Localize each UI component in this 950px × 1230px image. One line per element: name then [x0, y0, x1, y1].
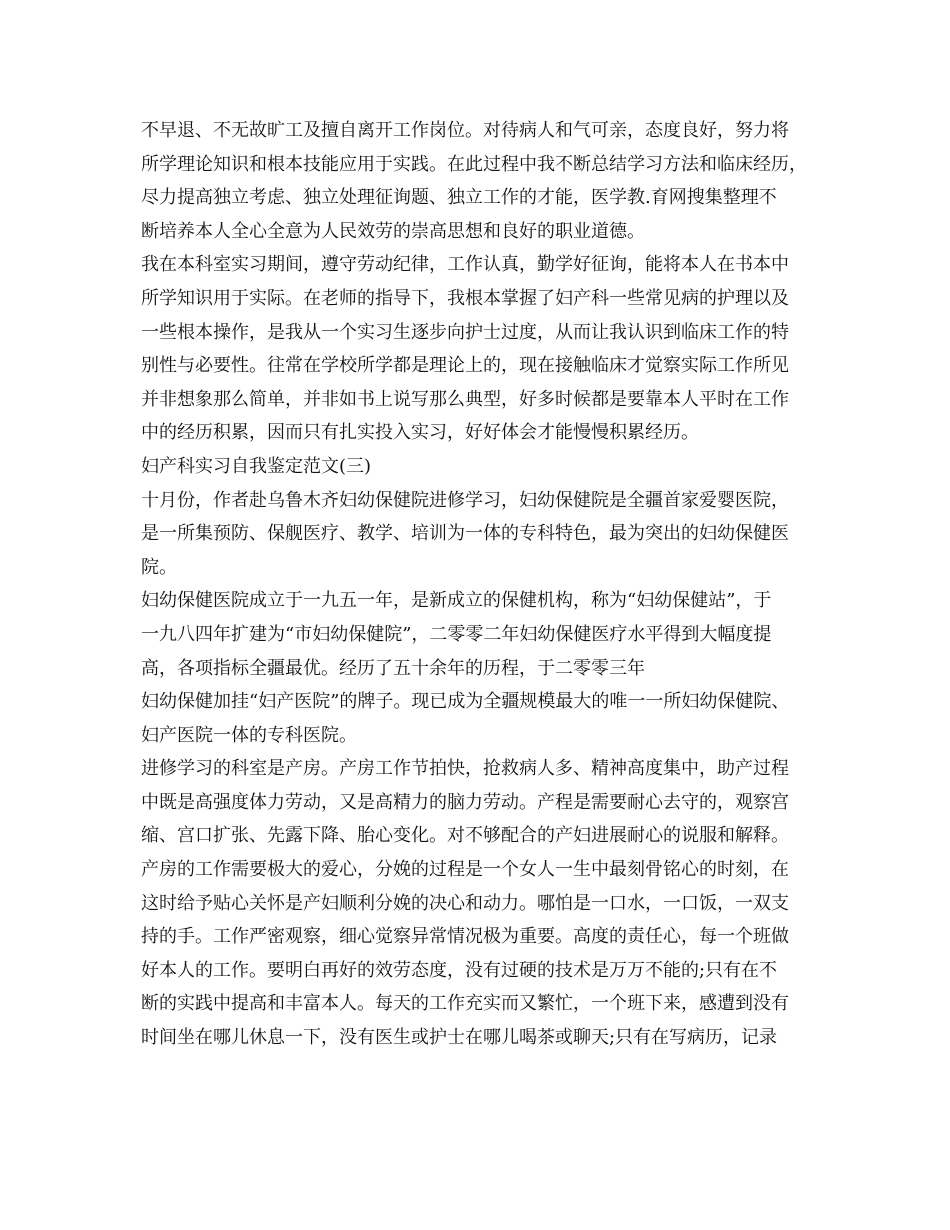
text-line: 一些根本操作，是我从一个实习生逐步向护士过度，从而让我认识到临床工作的特 [141, 321, 789, 343]
text-line: 产房的工作需要极大的爱心，分娩的过程是一个女人一生中最刻骨铭心的时刻，在 [141, 859, 789, 881]
text-line: 是一所集预防、保舰医疗、教学、培训为一体的专科特色，最为突出的妇幼保健医 [141, 523, 789, 545]
text-line: 进修学习的科室是产房。产房工作节拍快，抢救病人多、精神高度集中，助产过程 [141, 758, 789, 780]
text-line: 尽力提高独立考虑、独立处理征询题、独立工作的才能，医学教.育网搜集整理不 [141, 187, 777, 209]
text-line: 院。 [141, 556, 177, 578]
text-line: 妇产医院一体的专科医院。 [141, 724, 357, 746]
text-line: 不早退、不无故旷工及擅自离开工作岗位。对待病人和气可亲，态度良好，努力将 [141, 120, 789, 141]
text-line: 十月份，作者赴乌鲁木齐妇幼保健院进修学习，妇幼保健院是全疆首家爱婴医院， [141, 489, 789, 511]
document-body [141, 114, 831, 1055]
text-line: 高，各项指标全疆最优。经历了五十余年的历程，于二零零三年 [141, 657, 645, 679]
text-line: 这时给予贴心关怀是产妇顺利分娩的决心和动力。哪怕是一口水，一口饭，一双支 [141, 892, 789, 914]
text-line: 所学知识用于实际。在老师的指导下，我根本掌握了妇产科一些常见病的护理以及 [141, 287, 789, 309]
text-line: 并非想象那么简单，并非如书上说写那么典型，好多时候都是要靠本人平时在工作 [141, 388, 789, 410]
text-line: 持的手。工作严密观察，细心觉察异常情况极为重要。高度的责任心，每一个班做 [141, 926, 789, 948]
text-line: 好本人的工作。要明白再好的效劳态度，没有过硬的技术是万万不能的;只有在不 [141, 959, 778, 981]
text-line: 妇幼保健医院成立于一九五一年，是新成立的保健机构，称为“妇幼保健站”，于 [141, 590, 772, 612]
section-heading: 妇产科实习自我鉴定范文(三) [141, 455, 372, 477]
text-line: 我在本科室实习期间，遵守劳动纪律，工作认真，勤学好征询，能将本人在书本中 [141, 254, 789, 276]
text-line: 缩、宫口扩张、先露下降、胎心变化。对不够配合的产妇进展耐心的说服和解释。 [141, 825, 789, 847]
text-line: 时间坐在哪儿休息一下，没有医生或护士在哪儿喝茶或聊天;只有在写病历，记录 [141, 1027, 778, 1049]
text-line: 所学理论知识和根本技能应用于实践。在此过程中我不断总结学习方法和临床经历， [141, 153, 807, 175]
text-line: 妇幼保健加挂“妇产医院”的牌子。现已成为全疆规模最大的唯一一所妇幼保健院、 [141, 691, 790, 713]
text-line: 中既是高强度体力劳动，又是高精力的脑力劳动。产程是需要耐心去守的，观察宫 [141, 791, 789, 813]
text-line: 断培养本人全心全意为人民效劳的崇高思想和良好的职业道德。 [141, 220, 645, 242]
text-line: 中的经历积累，因而只有扎实投入实习，好好体会才能慢慢积累经历。 [141, 422, 699, 444]
text-line: 一九八四年扩建为“市妇幼保健院”，二零零二年妇幼保健医疗水平得到大幅度提 [141, 623, 772, 645]
text-line: 别性与必要性。往常在学校所学都是理论上的，现在接触临床才觉察实际工作所见 [141, 355, 789, 377]
text-line: 断的实践中提高和丰富本人。每天的工作充实而又繁忙，一个班下来，感遭到没有 [141, 993, 789, 1015]
